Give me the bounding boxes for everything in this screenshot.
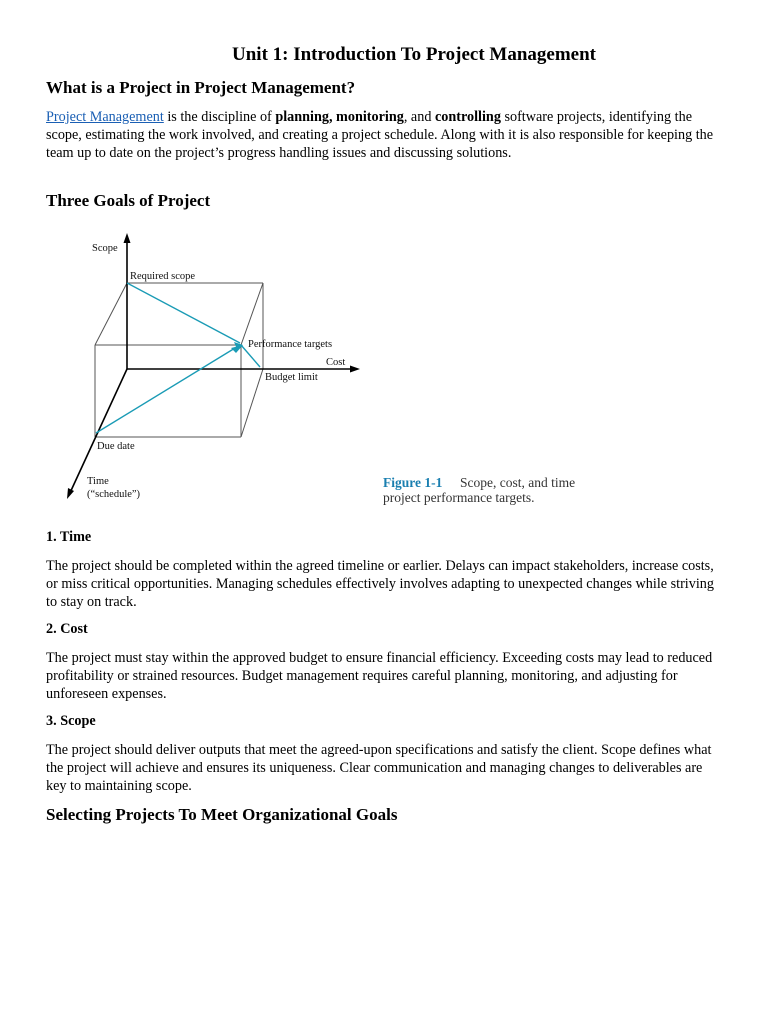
goal-scope-text: The project should deliver outputs that meet the agreed-upon specifications and satisfy the client. Scope defines what the project will achieve and ensures its uniqueness. Clear communication and managing changes to deliverables are key to maintaining scope. — [46, 742, 712, 794]
scope-axis-arrowhead — [124, 233, 131, 243]
cube-edge — [95, 283, 127, 345]
budget-limit-label: Budget limit — [265, 372, 318, 383]
cost-axis-arrowhead — [350, 366, 360, 373]
heading-what-is-project: What is a Project in Project Management? — [46, 78, 356, 97]
heading-three-goals: Three Goals of Project — [46, 191, 211, 210]
figure-caption-label: Figure 1-1 — [383, 475, 443, 490]
time-label: Time — [87, 476, 109, 487]
goal-scope-title: 3. Scope — [46, 713, 96, 729]
figure-caption-line2: project performance targets. — [383, 490, 535, 505]
goal-time-text: The project should be completed within the agreed timeline or earlier. Delays can impact stakeholders, increase costs, or miss critical opportunities. Managing schedules effectively involves adapting to unexpected changes while striving to stay on track. — [46, 558, 714, 610]
page-title: Unit 1: Introduction To Project Management — [232, 44, 596, 65]
time-axis-arrowhead — [67, 488, 74, 499]
intro-bold-1: planning, monitoring — [275, 109, 404, 125]
scope-cost-time-figure — [60, 225, 660, 515]
cube-edge — [241, 369, 263, 437]
intro-text-2: , and — [403, 109, 435, 125]
cost-label: Cost — [326, 357, 346, 368]
heading-selecting-projects: Selecting Projects To Meet Organizational Goals — [46, 805, 398, 824]
goal-time-title: 1. Time — [46, 529, 92, 545]
scope-target-line — [127, 283, 240, 343]
figure-caption-line1: Scope, cost, and time — [460, 475, 576, 490]
scope-label: Scope — [92, 243, 118, 254]
intro-text-3: software projects, identifying the scope, estimating the work involved, and creating a project schedule. Along with it is also responsible for keeping the team up to date on the project’s progress handling issues and discussing solutions. — [46, 109, 714, 161]
required-scope-label: Required scope — [130, 271, 196, 282]
goal-cost-text: The project must stay within the approved budget to ensure financial efficiency. Exceeding costs may lead to reduced profitability or strained resources. Budget management requires careful planning, monitoring, and adjusting for unforeseen expenses. — [46, 650, 713, 702]
intro-text-1: is the discipline of — [163, 109, 276, 125]
performance-targets-label: Performance targets — [248, 339, 333, 350]
due-date-label: Due date — [97, 441, 135, 452]
schedule-label: (“schedule”) — [87, 489, 141, 500]
intro-bold-2: controlling — [434, 109, 501, 125]
intro-paragraph — [46, 108, 726, 162]
cube-edge — [241, 283, 263, 345]
goal-cost-title: 2. Cost — [46, 621, 88, 637]
project-management-link[interactable]: Project Management — [46, 109, 164, 125]
